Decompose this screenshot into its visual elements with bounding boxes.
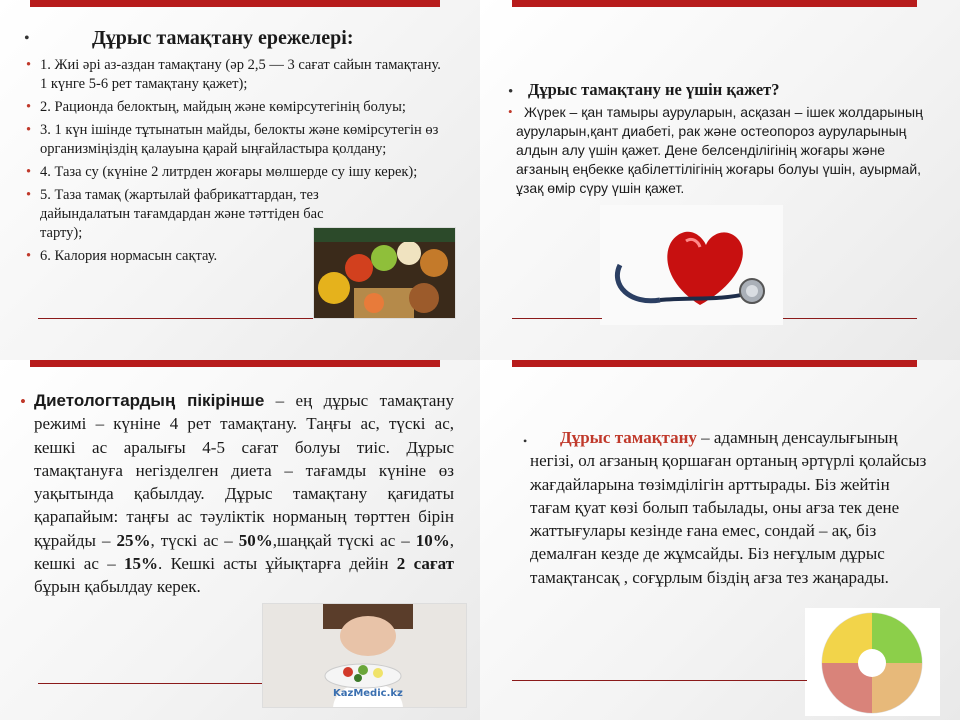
- food-plate-image: [805, 608, 940, 716]
- slide-panel-rules: [0, 0, 480, 360]
- rule-item: • 1. Жиі әрі аз-аздан тамақтану (әр 2,5 — 3 сағат сайын тамақтану. 1 күнге 5-6 рет тамақтану қажет);: [26, 56, 446, 94]
- watermark-text: KazMedic.kz: [333, 688, 403, 699]
- panel-title: Дұрыс тамақтану ережелері:: [92, 27, 354, 49]
- title-bullet: •: [24, 30, 30, 47]
- food-collage-image: [313, 227, 456, 319]
- rule-item: • 4. Таза су (күніне 2 литрден жоғары мөлшерде су ішу керек);: [26, 163, 446, 182]
- text-part: , түскі ас –: [150, 530, 239, 550]
- rule-item: • 5. Таза тамақ (жартылай фабрикаттардан, тез дайындалатын тағамдардан және тәттіден бас тарту);: [26, 186, 325, 243]
- lead-phrase: Дұрыс тамақтану: [560, 428, 697, 447]
- text-bullet: •: [20, 392, 26, 411]
- lunch-percent: 50%: [238, 530, 273, 550]
- rule-item: • 3. 1 күн ішінде тұтынатын майды, белокты және көмірсутегін өз организміңіздің қалауына қарай ыңғайластыра қолдану;: [26, 121, 446, 159]
- text-part: – ең дұрыс тамақтану режимі – күніне 4 рет тамақтану. Таңғы ас, түскі ас, кешкі ас аралығы 4-5 сағат болуы тиіс. Дұрыс тамақтануға негізделген диета – тағамды күніне өз уақытында қабылдау. Дұрыс тамақтану қағидаты қарапайым: таңғы ас тәуліктік норманың төрттен бірін құрайды –: [34, 391, 454, 550]
- top-red-bar: [512, 360, 917, 367]
- divider-line-left: [512, 318, 602, 319]
- breakfast-percent: 25%: [116, 530, 151, 550]
- hours-before-sleep: 2 сағат: [396, 554, 455, 574]
- top-red-bar: [512, 0, 917, 7]
- text-bullet: •: [523, 434, 528, 448]
- why-text: Жүрек – қан тамыры ауруларын, асқазан – ішек жолдарының ауруларын,қант диабеті, рак және остеопороз ауруларының алдын алу үшін қажет. Дене белсенділігінің жоғары және ағзаның еңбекке қабілеттілігінің жоғары болуы үшін, ауырмай, ұзақ өмір сүру үшін қажет.: [516, 104, 923, 196]
- top-red-bar: [30, 360, 440, 367]
- slide-panel-dietologists: [0, 360, 480, 720]
- text-part: , кешкі ас –: [34, 530, 454, 574]
- rule-item: • 2. Рационда белоктың, майдың және көмірсутегінің болуы;: [26, 98, 446, 117]
- woman-salad-image: [262, 603, 467, 708]
- divider-line: [512, 680, 807, 681]
- panel-title: Дұрыс тамақтану не үшін қажет?: [528, 80, 780, 99]
- slide-panel-definition: [480, 360, 960, 720]
- rule-item: • 6. Калория нормасын сақтау.: [26, 247, 325, 266]
- divider-line: [38, 318, 313, 319]
- dinner-percent: 15%: [124, 554, 159, 574]
- text-part: бұрын қабылдау керек.: [34, 577, 201, 597]
- text-part: ,шаңқай түскі ас –: [272, 530, 416, 550]
- divider-line-right: [783, 318, 917, 319]
- text-part: – адамның денсаулығының негізі, ол ағзаның қоршаған ортаның әртүрлі қолайсыз жағдайларына төзімділігін арттырады. Біз жейтін тағам қуат көзі болып табылады, оны ағза тек дене жаттығулары кезінде ғана емес, сондай – ақ, біз демалған кезде де жұмсайды. Біз неғұлым дұрыс тамақтансақ , соғұрлым біздің ағза тез жаңарады.: [530, 428, 927, 587]
- text-bullet: •: [508, 104, 513, 119]
- dietologists-text: [34, 389, 454, 599]
- title-bullet: •: [508, 84, 514, 100]
- top-red-bar: [30, 0, 440, 7]
- snack-percent: 10%: [415, 530, 450, 550]
- divider-line: [38, 683, 262, 684]
- lead-phrase: Диетологтардың пікірінше: [34, 391, 265, 410]
- heart-stethoscope-image: [600, 205, 783, 325]
- text-part: . Кешкі асты ұйықтарға дейін: [158, 554, 397, 574]
- definition-text: [530, 426, 930, 589]
- slide-panel-why: [480, 0, 960, 360]
